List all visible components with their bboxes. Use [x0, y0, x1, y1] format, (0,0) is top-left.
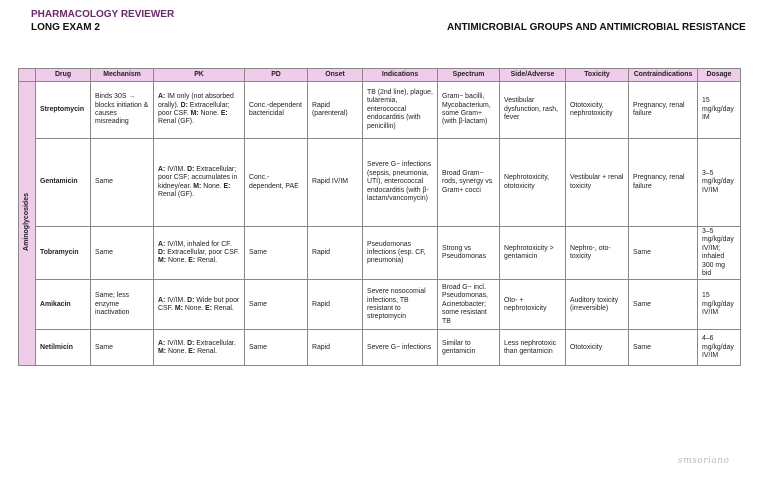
pk-text: Extracellular, poor CSF.	[165, 249, 242, 257]
side-cell: Less nephrotoxic than gentamicin	[500, 330, 566, 366]
spectrum-cell: Gram− bacilli, Mycobacterium, some Gram+ (with β-lactam)	[438, 82, 500, 139]
pk-label: M:	[158, 347, 167, 355]
pk-label: D:	[180, 101, 188, 109]
table-row	[19, 330, 741, 366]
column-header: Drug	[36, 69, 91, 82]
onset-cell: Rapid	[308, 280, 363, 330]
spectrum-cell: Broad Gram− rods, synergy vs Gram+ cocci	[438, 139, 500, 227]
column-header: Mechanism	[91, 69, 154, 82]
pk-label: A:	[158, 296, 166, 304]
toxicity-cell: Vestibular + renal toxicity	[566, 139, 629, 227]
side-cell: Nephrotoxicity > gentamicin	[500, 227, 566, 280]
document-subject: PHARMACOLOGY REVIEWER	[31, 9, 175, 20]
pk-label: D:	[187, 165, 195, 173]
pk-label: M:	[174, 304, 183, 312]
pk-label: M:	[193, 182, 202, 190]
pk-text: Renal.	[212, 304, 234, 312]
drug-cell: Gentamicin	[36, 139, 91, 227]
pk-text: None.	[201, 182, 224, 190]
pk-text: IV/IM.	[165, 339, 188, 347]
indications-cell: TB (2nd line), plague, tularemia, enterococcal endocarditis (with penicillin)	[363, 82, 438, 139]
author-signature: smsoriano	[678, 456, 730, 466]
pk-text: Extracellular; poor CSF.	[158, 101, 232, 117]
column-header: PD	[245, 69, 308, 82]
pk-cell	[154, 227, 245, 280]
pk-text: IM only (not absorbed orally).	[158, 93, 236, 109]
pk-label: D:	[187, 296, 195, 304]
pk-cell	[154, 82, 245, 139]
pk-text: IV/IM.	[165, 296, 188, 304]
pk-text: Renal.	[195, 257, 217, 265]
pk-label: E:	[223, 182, 231, 190]
pk-label: A:	[158, 93, 166, 101]
column-header: Spectrum	[438, 69, 500, 82]
group-header	[19, 69, 36, 82]
pk-text: IV/IM.	[165, 165, 188, 173]
mechanism-cell: Same; less enzyme inactivation	[91, 280, 154, 330]
side-cell: Nephrotoxicity, ototoxicity	[500, 139, 566, 227]
mechanism-cell: Same	[91, 330, 154, 366]
table-header-row	[19, 69, 741, 82]
spectrum-cell: Similar to gentamicin	[438, 330, 500, 366]
onset-cell: Rapid IV/IM	[308, 139, 363, 227]
indications-cell: Severe nosocomial infections, TB resistant to streptomycin	[363, 280, 438, 330]
drug-cell: Netilmicin	[36, 330, 91, 366]
dosage-cell: 3–5 mg/kg/day IV/IM; inhaled 300 mg bid	[698, 227, 741, 280]
pk-text: Renal.	[195, 347, 217, 355]
group-label: Aminoglycosides	[22, 193, 30, 251]
column-header: Indications	[363, 69, 438, 82]
pk-text: None.	[166, 257, 189, 265]
mechanism-cell: Binds 30S → blocks initiation & causes misreading	[91, 82, 154, 139]
pk-label: M:	[158, 257, 167, 265]
pk-text: Wide but poor CSF.	[158, 296, 242, 312]
column-header: PK	[154, 69, 245, 82]
contra-cell: Same	[629, 280, 698, 330]
drug-cell: Streptomycin	[36, 82, 91, 139]
pk-label: D:	[187, 339, 195, 347]
column-header: Contraindications	[629, 69, 698, 82]
onset-cell: Rapid	[308, 330, 363, 366]
indications-cell: Severe G− infections	[363, 330, 438, 366]
drug-cell: Amikacin	[36, 280, 91, 330]
side-cell: Oto- + nephrotoxicity	[500, 280, 566, 330]
dosage-cell: 3–5 mg/kg/day IV/IM	[698, 139, 741, 227]
pk-text: Renal (GF).	[158, 182, 233, 198]
table-row	[19, 227, 741, 280]
column-header: Side/Adverse	[500, 69, 566, 82]
contra-cell: Pregnancy, renal failure	[629, 139, 698, 227]
aminoglycosides-table	[18, 68, 741, 366]
toxicity-cell: Auditory toxicity (irreversible)	[566, 280, 629, 330]
pd-cell: Same	[245, 227, 308, 280]
pk-label: A:	[158, 240, 166, 248]
pk-label: D:	[158, 249, 166, 257]
drug-cell: Tobramycin	[36, 227, 91, 280]
indications-cell: Severe G− infections (sepsis, pneumonia, UTI), enterococcal endocarditis (with β-lactam/vancomycin)	[363, 139, 438, 227]
pd-cell: Conc.-dependent, PAE	[245, 139, 308, 227]
contra-cell: Same	[629, 330, 698, 366]
document-exam: LONG EXAM 2	[31, 22, 100, 33]
pd-cell: Conc.-dependent bactericidal	[245, 82, 308, 139]
indications-cell: Pseudomonas infections (esp. CF, pneumonia)	[363, 227, 438, 280]
column-header: Dosage	[698, 69, 741, 82]
pk-label: E:	[220, 110, 228, 117]
pd-cell: Same	[245, 280, 308, 330]
pk-text: None.	[182, 304, 206, 312]
pk-label: E:	[188, 347, 196, 355]
document-topic: ANTIMICROBIAL GROUPS AND ANTIMICROBIAL RESISTANCE	[447, 22, 746, 33]
column-header: Toxicity	[566, 69, 629, 82]
pk-cell	[154, 330, 245, 366]
column-header: Onset	[308, 69, 363, 82]
pk-label: M:	[190, 110, 199, 117]
pk-text: None.	[198, 110, 221, 117]
pk-text: Renal (GF).	[158, 110, 230, 126]
pk-label: E:	[205, 304, 213, 312]
spectrum-cell: Broad G− incl. Pseudomonas, Acinetobacter; some resistant TB	[438, 280, 500, 330]
onset-cell: Rapid (parenteral)	[308, 82, 363, 139]
pk-text: Extracellular.	[194, 339, 238, 347]
table-row	[19, 139, 741, 227]
pd-cell: Same	[245, 330, 308, 366]
pk-text: None.	[166, 347, 189, 355]
onset-cell: Rapid	[308, 227, 363, 280]
pk-label: E:	[188, 257, 196, 265]
toxicity-cell: Ototoxicity, nephrotoxicity	[566, 82, 629, 139]
mechanism-cell: Same	[91, 139, 154, 227]
pk-text: Extracellular; poor CSF; accumulates in kidney/ear.	[158, 165, 240, 190]
pk-cell	[154, 139, 245, 227]
table-row	[19, 82, 741, 139]
dosage-cell: 15 mg/kg/day IM	[698, 82, 741, 139]
mechanism-cell: Same	[91, 227, 154, 280]
group-label-cell	[19, 82, 36, 366]
pk-cell	[154, 280, 245, 330]
dosage-cell: 4–6 mg/kg/day IV/IM	[698, 330, 741, 366]
spectrum-cell: Strong vs Pseudomonas	[438, 227, 500, 280]
pk-label: A:	[158, 339, 166, 347]
pk-text: IV/IM, inhaled for CF.	[165, 240, 234, 248]
side-cell: Vestibular dysfunction, rash, fever	[500, 82, 566, 139]
table-row	[19, 280, 741, 330]
contra-cell: Same	[629, 227, 698, 280]
toxicity-cell: Ototoxicity	[566, 330, 629, 366]
contra-cell: Pregnancy, renal failure	[629, 82, 698, 139]
pk-label: A:	[158, 165, 166, 173]
toxicity-cell: Nephro-, oto-toxicity	[566, 227, 629, 280]
dosage-cell: 15 mg/kg/day IV/IM	[698, 280, 741, 330]
